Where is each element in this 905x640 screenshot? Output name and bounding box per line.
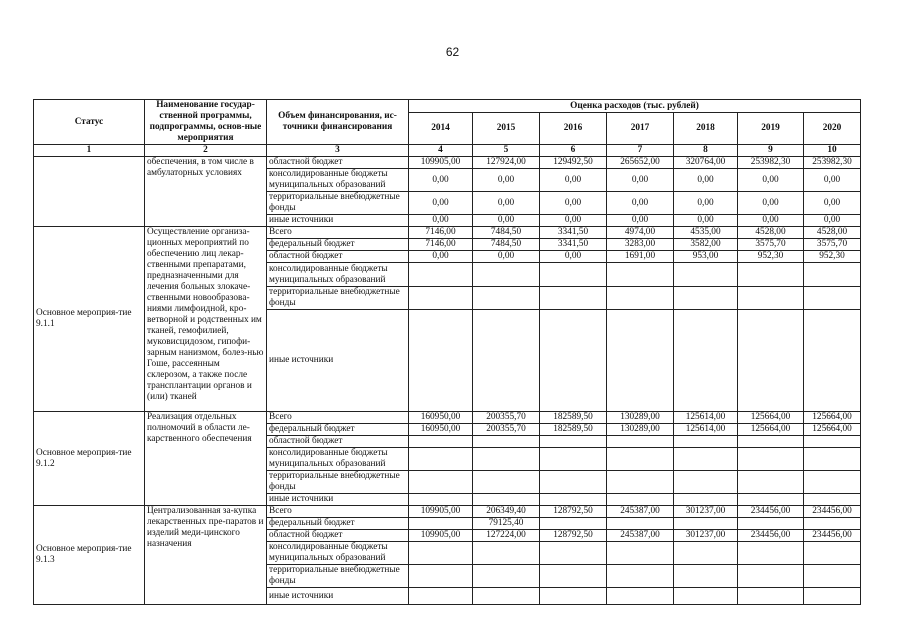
amount-cell: 0,00 — [738, 192, 804, 215]
funding-source-cell: консолидированные бюджеты муниципальных образований — [267, 448, 409, 471]
amount-cell: 3575,70 — [804, 239, 861, 251]
amount-cell: 0,00 — [540, 192, 607, 215]
amount-cell: 127924,00 — [473, 157, 540, 169]
year-header: 2017 — [607, 113, 674, 145]
amount-cell — [607, 310, 674, 412]
amount-cell: 234456,00 — [804, 530, 861, 542]
amount-cell: 200355,70 — [473, 412, 540, 424]
funding-source-cell: иные источники — [267, 494, 409, 506]
amount-cell — [674, 287, 738, 310]
amount-cell — [409, 518, 473, 530]
amount-cell: 0,00 — [674, 215, 738, 227]
amount-cell — [473, 542, 540, 565]
amount-cell: 3575,70 — [738, 239, 804, 251]
amount-cell — [409, 436, 473, 448]
amount-cell — [540, 542, 607, 565]
amount-cell: 0,00 — [804, 192, 861, 215]
year-header: 2016 — [540, 113, 607, 145]
amount-cell — [674, 263, 738, 287]
financing-table — [33, 99, 861, 605]
amount-cell — [674, 448, 738, 471]
amount-cell: 253982,30 — [804, 157, 861, 169]
amount-cell — [674, 494, 738, 506]
status-cell — [34, 157, 145, 227]
amount-cell — [674, 542, 738, 565]
amount-cell: 4535,00 — [674, 227, 738, 239]
year-header: 2020 — [804, 113, 861, 145]
amount-cell: 301237,00 — [674, 506, 738, 518]
column-number: 3 — [267, 145, 409, 157]
amount-cell — [409, 588, 473, 605]
table-row — [34, 412, 861, 424]
amount-cell — [804, 494, 861, 506]
amount-cell: 125664,00 — [804, 424, 861, 436]
funding-source-cell: территориальные внебюджетные фонды — [267, 565, 409, 588]
amount-cell: 0,00 — [804, 169, 861, 192]
status-cell: Основное мероприя-тие 9.1.2 — [34, 412, 145, 506]
amount-cell: 109905,00 — [409, 530, 473, 542]
amount-cell: 3283,00 — [607, 239, 674, 251]
amount-cell — [409, 448, 473, 471]
amount-cell: 7484,50 — [473, 239, 540, 251]
amount-cell — [409, 542, 473, 565]
amount-cell: 7146,00 — [409, 227, 473, 239]
amount-cell: 125664,00 — [738, 412, 804, 424]
amount-cell — [540, 471, 607, 494]
amount-cell — [607, 448, 674, 471]
amount-cell: 0,00 — [607, 192, 674, 215]
funding-source-cell: территориальные внебюджетные фонды — [267, 287, 409, 310]
amount-cell: 0,00 — [607, 215, 674, 227]
program-name-header: Наименование государ-ственной программы, подпрограммы, основ-ные мероприятия — [145, 100, 267, 145]
amount-cell: 234456,00 — [738, 506, 804, 518]
amount-cell: 0,00 — [674, 169, 738, 192]
funding-source-cell: территориальные внебюджетные фонды — [267, 471, 409, 494]
amount-cell — [804, 436, 861, 448]
amount-cell — [674, 588, 738, 605]
amount-cell — [738, 565, 804, 588]
amount-cell: 253982,30 — [738, 157, 804, 169]
status-cell: Основное мероприя-тие 9.1.1 — [34, 227, 145, 412]
funding-source-cell: областной бюджет — [267, 251, 409, 263]
amount-cell: 265652,00 — [607, 157, 674, 169]
column-number: 8 — [674, 145, 738, 157]
amount-cell — [804, 542, 861, 565]
amount-cell: 125664,00 — [804, 412, 861, 424]
amount-cell: 4528,00 — [738, 227, 804, 239]
amount-cell — [540, 310, 607, 412]
amount-cell — [540, 448, 607, 471]
amount-cell: 953,00 — [674, 251, 738, 263]
amount-cell: 0,00 — [473, 251, 540, 263]
amount-cell — [540, 565, 607, 588]
year-header: 2015 — [473, 113, 540, 145]
amount-cell — [674, 310, 738, 412]
amount-cell: 0,00 — [540, 215, 607, 227]
amount-cell — [540, 588, 607, 605]
table-row — [34, 227, 861, 239]
table-row — [34, 506, 861, 518]
amount-cell — [804, 263, 861, 287]
column-number: 1 — [34, 145, 145, 157]
status-cell: Основное мероприя-тие 9.1.3 — [34, 506, 145, 605]
amount-cell — [738, 287, 804, 310]
amount-cell: 200355,70 — [473, 424, 540, 436]
funding-source-cell: консолидированные бюджеты муниципальных образований — [267, 542, 409, 565]
amount-cell — [540, 263, 607, 287]
amount-cell: 127224,00 — [473, 530, 540, 542]
amount-cell — [473, 494, 540, 506]
funding-source-cell: иные источники — [267, 215, 409, 227]
amount-cell: 0,00 — [804, 215, 861, 227]
status-header: Статус — [34, 100, 145, 145]
funding-source-cell: федеральный бюджет — [267, 424, 409, 436]
amount-cell: 125614,00 — [674, 412, 738, 424]
amount-cell: 125614,00 — [674, 424, 738, 436]
amount-cell — [607, 287, 674, 310]
amount-cell: 182589,50 — [540, 412, 607, 424]
amount-cell — [607, 263, 674, 287]
amount-cell — [674, 518, 738, 530]
amount-cell: 0,00 — [409, 251, 473, 263]
expense-estimate-header: Оценка расходов (тыс. рублей) — [409, 100, 861, 113]
amount-cell — [607, 494, 674, 506]
amount-cell: 301237,00 — [674, 530, 738, 542]
amount-cell: 952,30 — [738, 251, 804, 263]
amount-cell: 160950,00 — [409, 424, 473, 436]
funding-source-cell: областной бюджет — [267, 436, 409, 448]
amount-cell: 125664,00 — [738, 424, 804, 436]
funding-source-cell: федеральный бюджет — [267, 239, 409, 251]
amount-cell: 109905,00 — [409, 157, 473, 169]
amount-cell: 7146,00 — [409, 239, 473, 251]
measure-name-cell: Централизованная за-купка лекарственных пре-паратов и изделий меди-цинского назначения — [145, 506, 267, 605]
funding-source-cell: Всего — [267, 412, 409, 424]
amount-cell: 3341,50 — [540, 239, 607, 251]
amount-cell: 952,30 — [804, 251, 861, 263]
amount-cell — [409, 287, 473, 310]
funding-source-cell: федеральный бюджет — [267, 518, 409, 530]
funding-source-cell: консолидированные бюджеты муниципальных образований — [267, 169, 409, 192]
amount-cell — [804, 518, 861, 530]
amount-cell: 245387,00 — [607, 530, 674, 542]
amount-cell — [738, 494, 804, 506]
column-number: 7 — [607, 145, 674, 157]
amount-cell — [409, 310, 473, 412]
amount-cell: 3341,50 — [540, 227, 607, 239]
amount-cell: 0,00 — [738, 215, 804, 227]
amount-cell — [804, 310, 861, 412]
amount-cell — [674, 436, 738, 448]
measure-name-cell: Осуществление организа-ционных мероприятий по обеспечению лиц лекар-ственными препаратами, предназначенными для лечения больных злокаче-ственными новообразова-ниями лимфоидной, кро-ветворной и родственных им тканей, гемофилией, муковисцидозом, гипофи-зарным нанизмом, болез-нью Гоше, рассеянным склерозом, а также после трансплантации органов и (или) тканей — [145, 227, 267, 412]
column-number: 9 — [738, 145, 804, 157]
amount-cell: 0,00 — [607, 169, 674, 192]
amount-cell — [738, 436, 804, 448]
column-number: 5 — [473, 145, 540, 157]
amount-cell — [607, 565, 674, 588]
amount-cell: 129492,50 — [540, 157, 607, 169]
amount-cell — [674, 471, 738, 494]
amount-cell — [738, 471, 804, 494]
funding-source-cell: иные источники — [267, 310, 409, 412]
amount-cell — [540, 287, 607, 310]
amount-cell — [473, 310, 540, 412]
table-row — [34, 157, 861, 169]
amount-cell: 0,00 — [540, 169, 607, 192]
amount-cell: 7484,50 — [473, 227, 540, 239]
amount-cell — [674, 565, 738, 588]
column-number: 2 — [145, 145, 267, 157]
amount-cell — [804, 448, 861, 471]
amount-cell: 79125,40 — [473, 518, 540, 530]
amount-cell — [804, 565, 861, 588]
amount-cell: 234456,00 — [804, 506, 861, 518]
amount-cell — [607, 436, 674, 448]
amount-cell — [738, 518, 804, 530]
measure-name-cell: обеспечения, в том числе в амбулаторных условиях — [145, 157, 267, 227]
amount-cell — [473, 448, 540, 471]
funding-source-cell: областной бюджет — [267, 530, 409, 542]
amount-cell: 160950,00 — [409, 412, 473, 424]
amount-cell: 128792,50 — [540, 506, 607, 518]
amount-cell — [607, 518, 674, 530]
amount-cell — [473, 287, 540, 310]
amount-cell: 128792,50 — [540, 530, 607, 542]
amount-cell: 0,00 — [738, 169, 804, 192]
amount-cell: 320764,00 — [674, 157, 738, 169]
amount-cell — [409, 263, 473, 287]
funding-source-cell: консолидированные бюджеты муниципальных образований — [267, 263, 409, 287]
year-header: 2019 — [738, 113, 804, 145]
funding-source-cell: областной бюджет — [267, 157, 409, 169]
year-header: 2014 — [409, 113, 473, 145]
column-number: 6 — [540, 145, 607, 157]
amount-cell: 130289,00 — [607, 412, 674, 424]
year-header: 2018 — [674, 113, 738, 145]
amount-cell: 0,00 — [473, 169, 540, 192]
amount-cell: 0,00 — [473, 192, 540, 215]
amount-cell: 130289,00 — [607, 424, 674, 436]
column-number: 10 — [804, 145, 861, 157]
funding-source-cell: территориальные внебюджетные фонды — [267, 192, 409, 215]
amount-cell — [473, 436, 540, 448]
amount-cell — [738, 263, 804, 287]
amount-cell: 0,00 — [540, 251, 607, 263]
funding-source-cell: Всего — [267, 506, 409, 518]
amount-cell — [409, 565, 473, 588]
amount-cell — [804, 588, 861, 605]
amount-cell: 0,00 — [409, 215, 473, 227]
amount-cell: 0,00 — [674, 192, 738, 215]
funding-source-cell: иные источники — [267, 588, 409, 605]
amount-cell: 0,00 — [409, 169, 473, 192]
amount-cell: 0,00 — [473, 215, 540, 227]
amount-cell — [738, 310, 804, 412]
page-number: 62 — [445, 45, 460, 59]
amount-cell: 234456,00 — [738, 530, 804, 542]
amount-cell: 0,00 — [409, 192, 473, 215]
amount-cell — [540, 518, 607, 530]
amount-cell — [473, 588, 540, 605]
amount-cell — [607, 588, 674, 605]
amount-cell — [540, 436, 607, 448]
amount-cell: 109905,00 — [409, 506, 473, 518]
amount-cell — [804, 287, 861, 310]
amount-cell — [473, 565, 540, 588]
amount-cell: 206349,40 — [473, 506, 540, 518]
amount-cell — [738, 542, 804, 565]
amount-cell — [607, 471, 674, 494]
amount-cell: 4974,00 — [607, 227, 674, 239]
column-number: 4 — [409, 145, 473, 157]
amount-cell — [409, 471, 473, 494]
amount-cell — [540, 494, 607, 506]
funding-source-cell: Всего — [267, 227, 409, 239]
amount-cell — [738, 448, 804, 471]
amount-cell: 182589,50 — [540, 424, 607, 436]
financing-volume-header: Объем финансирования, ис-точники финансирования — [267, 100, 409, 145]
amount-cell: 4528,00 — [804, 227, 861, 239]
amount-cell: 1691,00 — [607, 251, 674, 263]
amount-cell — [409, 494, 473, 506]
amount-cell — [804, 471, 861, 494]
amount-cell: 3582,00 — [674, 239, 738, 251]
amount-cell — [473, 471, 540, 494]
amount-cell — [473, 263, 540, 287]
amount-cell: 245387,00 — [607, 506, 674, 518]
amount-cell — [738, 588, 804, 605]
amount-cell — [607, 542, 674, 565]
measure-name-cell: Реализация отдельных полномочий в области ле-карственного обеспечения — [145, 412, 267, 506]
